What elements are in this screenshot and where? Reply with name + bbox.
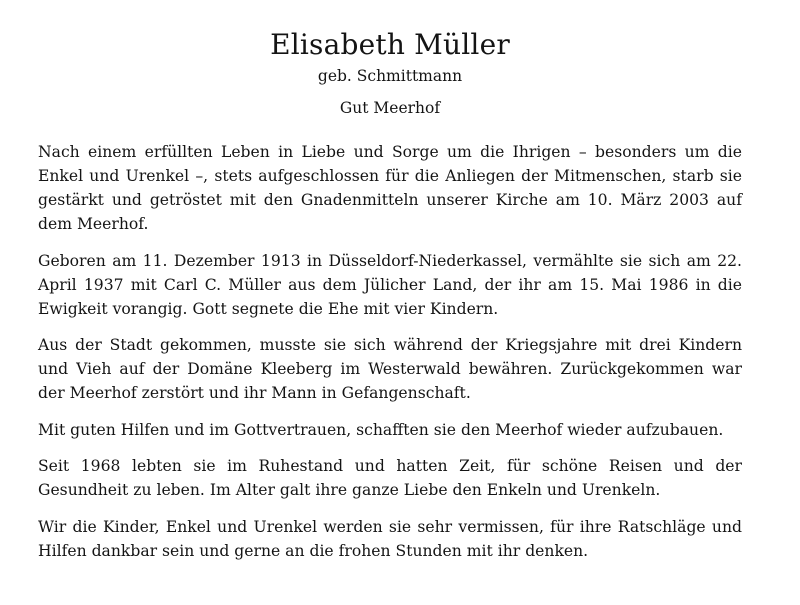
paragraph-war-years: Aus der Stadt gekommen, musste sie sich während der Kriegsjahre mit drei Kindern und Vieh auf der Domäne Kleeberg im Westerwald bewähren. Zurückgekommen war der Meerhof zerstört und ihr Mann in Gefangenschaft. — [38, 336, 742, 402]
obituary-text — [38, 140, 742, 563]
obituary-page — [0, 28, 800, 605]
paragraph-retirement: Seit 1968 lebten sie im Ruhestand und hatten Zeit, für schöne Reisen und der Gesundheit zu leben. Im Alter galt ihre ganze Liebe den Enkeln und Urenkeln. — [38, 457, 742, 499]
birth-name: geb. Schmittmann — [317, 67, 463, 85]
paragraph-rebuilding: Mit guten Hilfen und im Gottvertrauen, schafften sie den Meerhof wieder aufzubauen. — [38, 420, 724, 439]
paragraph-birth-marriage: Geboren am 11. Dezember 1913 in Düsseldorf-Niederkassel, vermählte sie sich am 22. April 1937 mit Carl C. Müller aus dem Jülicher Land, der ihr am 15. Mai 1986 in die Ewigkeit vorangig. Gott segnete die Ehe mit vier Kindern. — [38, 251, 742, 318]
residence-place: Gut Meerhof — [339, 99, 441, 117]
deceased-name: Elisabeth Müller — [270, 28, 510, 61]
paragraph-life-summary: Nach einem erfüllten Leben in Liebe und Sorge um die Ihrigen – besonders um die Enkel und Urenkel –, stets aufgeschlossen für die Anliegen der Mitmenschen, starb sie gestärkt und getröstet mit den Gnadenmitteln unserer Kirche am 10. März 2003 auf dem Meerhof. — [38, 143, 742, 233]
paragraph-family-farewell: Wir die Kinder, Enkel und Urenkel werden sie sehr vermissen, für ihre Ratschläge und Hilfen dankbar sein und gerne an die frohen Stunden mit ihr denken. — [38, 517, 742, 560]
